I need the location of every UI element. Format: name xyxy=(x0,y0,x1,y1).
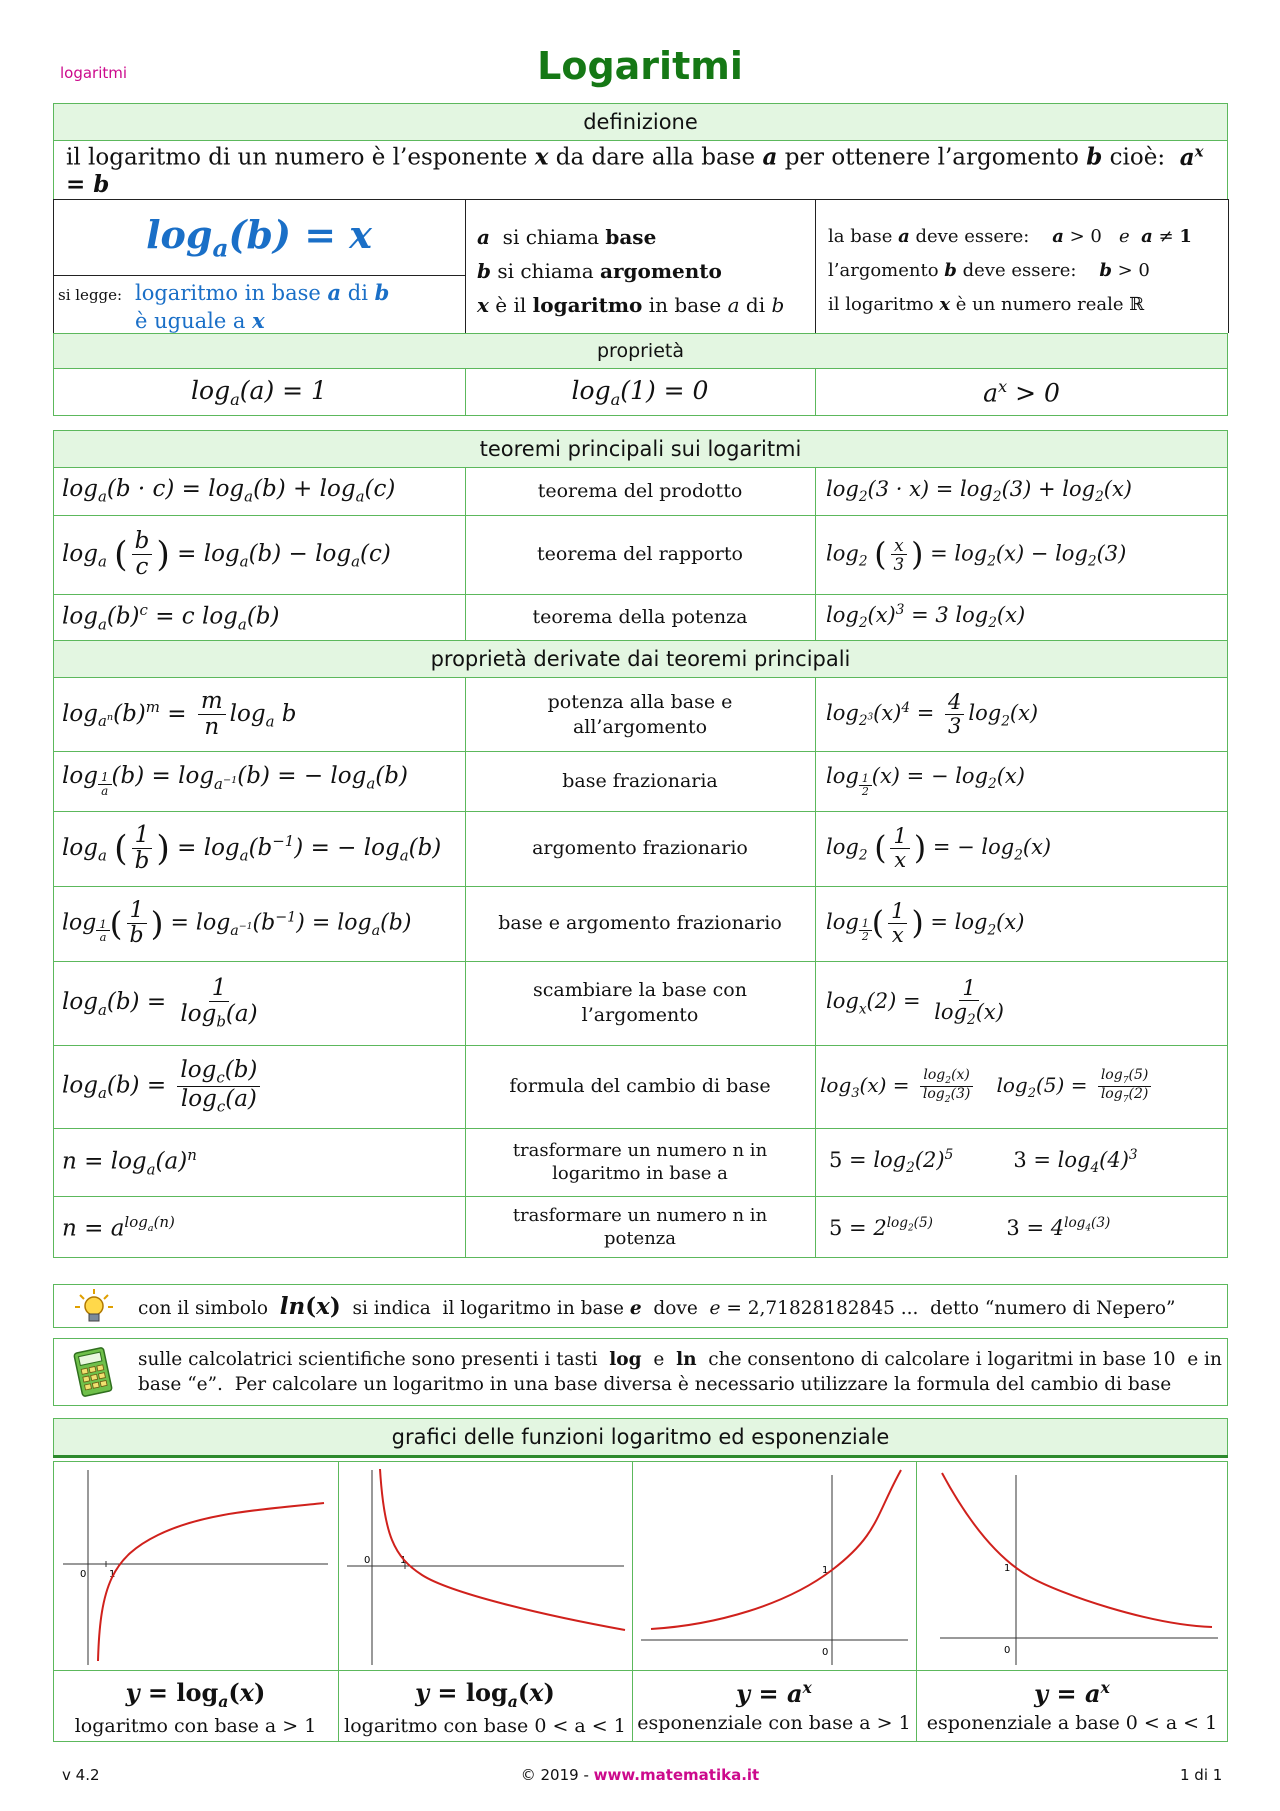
graph-caption-3: $y = a^x$ esponenziale con base a > 1 xyxy=(637,1678,911,1734)
note-neper-text: con il simbolo ln(x) si indica il logaritmo in base e dove e = 2,71828182845 ... detto “numero di Nepero” xyxy=(138,1292,1176,1320)
g4-origin: 0 xyxy=(1004,1645,1011,1656)
section-header-definition: definizione xyxy=(53,103,1228,141)
calculator-icon xyxy=(70,1346,116,1398)
derived-frac-both-name: base e argomento frazionario xyxy=(498,912,782,935)
derived-frac-arg-example: $\log_2$ ( $\frac{1}{x}$ ) = − $\log_2(x)$ xyxy=(826,823,1052,872)
derived-number-to-log-formula: $n = \log_a(a)^n$ xyxy=(62,1145,197,1179)
derived-change-base-name: formula del cambio di base xyxy=(509,1075,771,1098)
g3-curve xyxy=(651,1470,901,1629)
derived-number-to-power-name: trasformare un numero n in potenza xyxy=(512,1204,768,1249)
theorem-product-name: teorema del prodotto xyxy=(537,479,743,502)
property-log-a-a: $\log_a(a) = 1$ xyxy=(191,375,327,409)
footer-version: v 4.2 xyxy=(62,1766,100,1784)
theorem-power-formula: $\log_a(b)^c = c$ $\log_a(b)$ xyxy=(62,600,280,634)
theorem-quotient-name: teorema del rapporto xyxy=(537,543,743,566)
g4-tick: 1 xyxy=(1004,1563,1011,1574)
footer-page-number: 1 di 1 xyxy=(1180,1766,1223,1784)
g3-tick: 1 xyxy=(822,1565,829,1576)
derived-swap-example: $\log_x(2)$ = $\frac{1}{\log_2(x)}$ xyxy=(826,976,1004,1029)
graph-caption-4: $y = a^x$ esponenziale a base 0 < a < 1 xyxy=(926,1678,1218,1734)
property-log-a-1: $\log_a(1) = 0$ xyxy=(571,375,709,409)
derived-number-to-power-formula: $n = a^{log_a(n)}$ xyxy=(62,1212,175,1242)
derived-frac-base-formula: log $_{\frac{1}{a}}$ $(b) = \log_{a^{-1}}(b)$ = − $\log_a(b)$ xyxy=(62,763,408,799)
section-header-derived: proprietà derivate dai teoremi principali xyxy=(53,640,1228,678)
section-header-graphs: grafici delle funzioni logaritmo ed esponenziale xyxy=(53,1418,1228,1456)
derived-number-to-log-example: $5 = \log_2(2)^5$ $3 = \log_4(4)^3$ xyxy=(829,1147,1138,1177)
g1-origin: 0 xyxy=(80,1569,87,1580)
theorem-power-name: teorema della potenza xyxy=(532,605,748,628)
graph-exp-a-less-1 xyxy=(920,1465,1224,1667)
derived-swap-formula: $\log_a(b)$ = $\frac{1}{\log_b(a)}$ xyxy=(62,974,258,1031)
read-text: logaritmo in base a di b è uguale a x xyxy=(135,280,390,333)
section-header-theorems: teoremi principali sui logaritmi xyxy=(53,430,1228,468)
page-title: Logaritmi xyxy=(537,44,743,88)
derived-number-to-power-example: $5 = 2^{log_2(5)}$ $3 = 4^{log_4(3)}$ xyxy=(829,1214,1111,1240)
theorem-power-example: $\log_2(x)^3 = 3$ $\log_2(x)$ xyxy=(826,602,1026,632)
property-a-x-positive: $a^x > 0$ xyxy=(983,376,1060,408)
section-header-properties: proprietà xyxy=(53,333,1228,369)
site-link[interactable]: www.matematika.it xyxy=(593,1766,760,1784)
theorem-quotient-formula: $\log_a$ ( $\frac{b}{c}$ ) = $\log_a(b) - \log_a(c)$ xyxy=(62,527,391,580)
derived-frac-arg-name: argomento frazionario xyxy=(532,837,748,860)
footer-copyright xyxy=(0,1766,1280,1784)
derived-power-example: $\log_{2^3}(x)^4$ = $\frac{4}{3}$ $\log_2(x)$ xyxy=(826,689,1039,738)
g1-curve xyxy=(98,1503,324,1661)
g2-origin: 0 xyxy=(364,1555,371,1566)
copyright-text: © 2019 - xyxy=(520,1766,594,1784)
graph-log-a-greater-1 xyxy=(58,1465,334,1667)
graph-log-a-less-1 xyxy=(342,1465,630,1667)
theorem-product-example: $\log_2(3 \cdot x) = \log_2(3) + \log_2(x)$ xyxy=(826,476,1132,506)
g3-origin: 0 xyxy=(822,1647,829,1658)
derived-frac-both-example: log $_{\frac{1}{2}}$ ( $\frac{1}{x}$ ) = $\log_2(x)$ xyxy=(826,898,1025,947)
derived-frac-base-example: log $_{\frac{1}{2}}$ (x) = − $\log_2(x)$ xyxy=(826,764,1025,798)
g2-tick: 1 xyxy=(400,1555,407,1566)
lightbulb-icon xyxy=(72,1287,116,1325)
theorem-quotient-example: $\log_2$ ( $\frac{x}{3}$ ) = $\log_2(x) - \log_2(3)$ xyxy=(826,534,1127,574)
derived-frac-both-formula: log $_{\frac{1}{a}}$ ( $\frac{1}{b}$ ) = $\log_{a^{-1}}(b^{-1}) = \log_a(b)$ xyxy=(62,897,412,948)
definition-conditions: la base a deve essere: a > 0 e a ≠ 1 l’argomento b deve essere: b > 0 il logaritmo x è un numero reale ℝ xyxy=(828,226,1192,315)
theorem-product-formula: $\log_a(b \cdot c) = \log_a(b) + \log_a(c)$ xyxy=(62,476,396,506)
derived-power-formula: $\log_{a^n}(b)^m$ = $\frac{m}{n}$ $\log_a b$ xyxy=(62,687,297,740)
graph-caption-2: $y = \log_a(x)$ logaritmo con base 0 < a < 1 xyxy=(344,1678,626,1737)
graph-caption-1: $y = \log_a(x)$ logaritmo con base a > 1 xyxy=(74,1678,317,1737)
derived-swap-name: scambiare la base con l’argomento xyxy=(533,979,747,1026)
g1-tick: 1 xyxy=(109,1569,116,1580)
note-calculator-text: sulle calcolatrici scientifiche sono presenti i tasti log e ln che consentono di calcolare i logaritmi in base 10 e in base “e”. Per calcolare un logaritmo in una base diversa è necessario utilizzare la formula del cambio di base xyxy=(138,1349,1222,1395)
g4-curve xyxy=(942,1473,1212,1627)
derived-change-base-formula: $\log_a(b)$ = $\frac{\log_c(b)}{\log_c(a)}$ xyxy=(62,1045,462,1128)
derived-change-base-example: $\log_3(x)$ = $\frac{\log_2(x)}{\log_2(3)}$ $\log_2(5)$ = $\frac{\log_7(5)}{\log_7(2)}$ xyxy=(820,1045,1226,1128)
main-definition-formula: $\log_a(b) = x$ xyxy=(146,212,372,263)
topic-tag: logaritmi xyxy=(60,64,128,82)
definition-names: a si chiama base b si chiama argomento x è il logaritmo in base a di b xyxy=(477,225,785,317)
derived-frac-base-name: base frazionaria xyxy=(562,769,718,792)
derived-number-to-log-name: trasformare un numero n in logaritmo in base a xyxy=(512,1139,768,1184)
read-label: si legge: xyxy=(58,286,123,304)
graph-exp-a-greater-1 xyxy=(636,1465,914,1667)
derived-frac-arg-formula: $\log_a$ ( $\frac{1}{b}$ ) = $\log_a(b^{-1})$ = − $\log_a(b)$ xyxy=(62,821,442,874)
g2-curve xyxy=(380,1469,625,1630)
derived-power-name: potenza alla base e all’argomento xyxy=(547,690,733,738)
definition-sentence: il logaritmo di un numero è l’esponente x da dare alla base a per ottenere l’argomento b cioè: $a^x = b$ xyxy=(66,142,1204,198)
